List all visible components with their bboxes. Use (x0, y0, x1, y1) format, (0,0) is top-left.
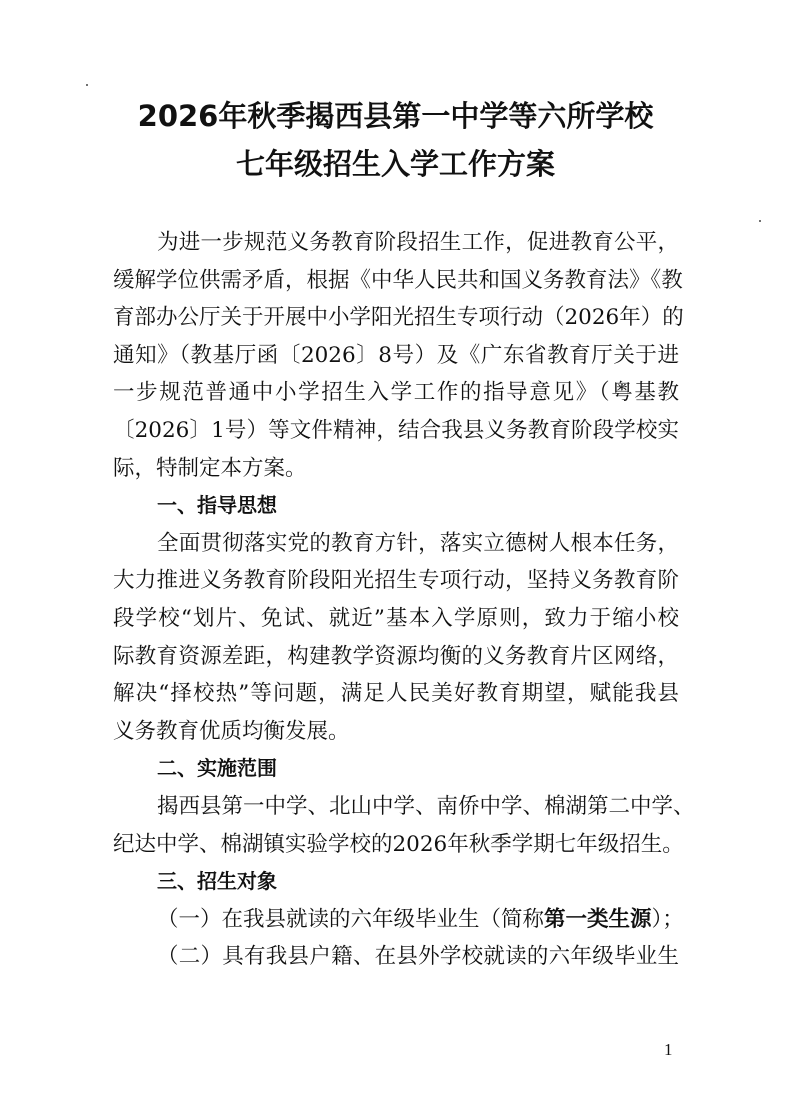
section-heading-scope: 二、实施范围 (157, 756, 277, 781)
intro-line: 缓解学位供需矛盾，根据《中华人民共和国义务教育法》《教 (113, 267, 683, 293)
section-line: 揭西县第一中学、北山中学、南侨中学、棉湖第二中学、 (157, 793, 695, 819)
page-number: 1 (664, 1040, 673, 1059)
intro-line: 际，特制定本方案。 (113, 455, 307, 481)
scan-speck (86, 84, 88, 86)
document-title-line-2: 七年级招生入学工作方案 (235, 147, 555, 181)
section-line: 解决“择校热”等问题，满足人民美好教育期望，赋能我县 (113, 681, 679, 707)
section-line: 段学校“划片、免试、就近”基本入学原则，致力于缩小校 (113, 605, 679, 631)
section-line: 全面贯彻落实党的教育方针，落实立德树人根本任务， (157, 530, 679, 556)
intro-line: 〔2026〕1号）等文件精神，结合我县义务教育阶段学校实 (113, 417, 679, 443)
section-line: 际教育资源差距，构建教学资源均衡的义务教育片区网络， (113, 643, 679, 669)
section-heading-enrollment-targets: 三、招生对象 (157, 869, 277, 894)
section-line: 纪达中学、棉湖镇实验学校的2026年秋季学期七年级招生。 (113, 831, 684, 857)
intro-line: 一步规范普通中小学招生入学工作的指导意见》（粤基教 (113, 380, 679, 406)
scan-speck (759, 220, 761, 222)
intro-line: 通知》（教基厅函〔2026〕8号）及《广东省教育厅关于进 (113, 342, 679, 368)
enrollment-item-1 (113, 901, 684, 939)
item-1-bold-term: 第一类生源 (544, 906, 652, 932)
item-1-text: （一）在我县就读的六年级毕业生（简称 (157, 906, 545, 932)
item-1-closing: ）； (651, 906, 684, 932)
intro-line: 育部办公厅关于开展中小学阳光招生专项行动（2026年）的 (113, 305, 684, 331)
document-title-line-1: 2026年秋季揭西县第一中学等六所学校 (137, 99, 654, 133)
section-line: 义务教育优质均衡发展。 (113, 718, 350, 744)
enrollment-item-2: （二）具有我县户籍、在县外学校就读的六年级毕业生 (157, 944, 679, 970)
section-line: 大力推进义务教育阶段阳光招生专项行动，坚持义务教育阶 (113, 568, 679, 594)
intro-line: 为进一步规范义务教育阶段招生工作，促进教育公平， (157, 230, 679, 255)
document-body (113, 224, 695, 976)
section-heading-guiding-ideology: 一、指导思想 (157, 493, 277, 518)
